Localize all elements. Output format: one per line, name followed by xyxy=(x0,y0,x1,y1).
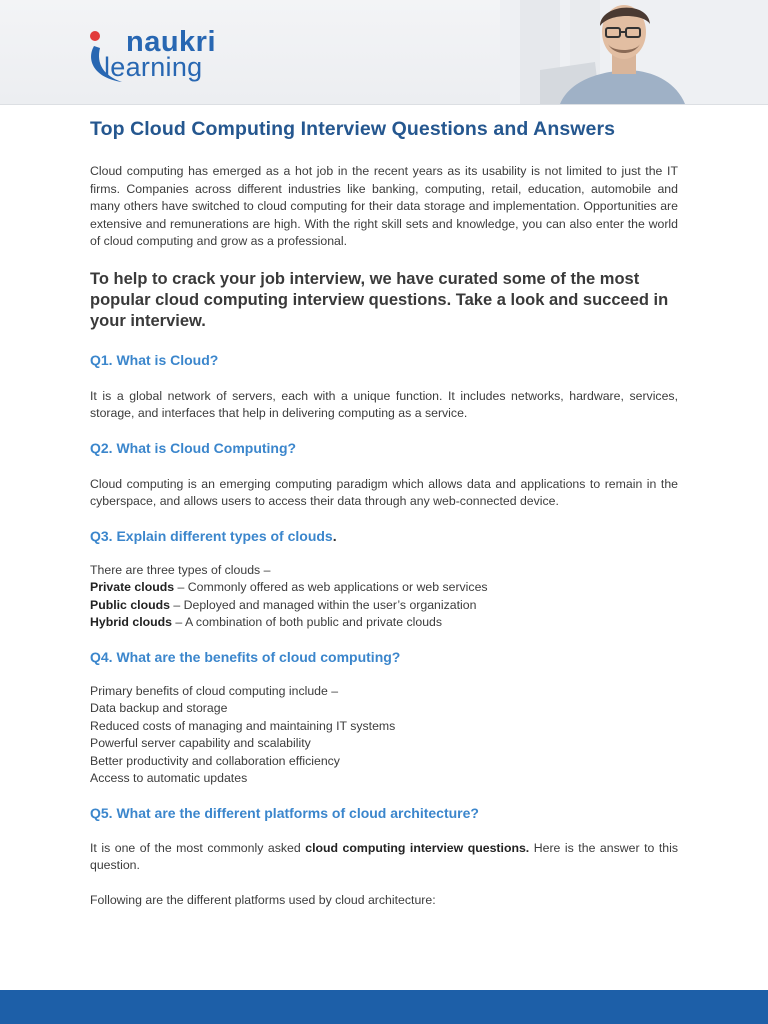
question-3-heading xyxy=(90,528,678,544)
list-item: Better productivity and collaboration efficiency xyxy=(90,753,340,768)
callout-text: To help to crack your job interview, we have curated some of the most popular cloud computing interview questions. Take a look and succeed in your interview. xyxy=(90,269,669,330)
question-3-text: Q3. Explain different types of clouds xyxy=(90,527,333,544)
article-content xyxy=(90,118,678,909)
logo-text-naukri: naukri xyxy=(126,26,217,58)
page-footer-bar xyxy=(0,990,768,1024)
question-3-period: . xyxy=(332,527,337,544)
list-item: Powerful server capability and scalability xyxy=(90,736,311,750)
header-person-photo xyxy=(500,0,768,104)
benefits-intro: Primary benefits of cloud computing include – xyxy=(90,683,339,698)
intro-paragraph: Cloud computing has emerged as a hot job in the recent years as its usability is not limited to just the IT firms. Companies across different industries like banking, computing, retail, education, automobile and many others have switched to cloud computing for their data storage and implementation. Opportunities are extensive and remunerations are high. With the right skill sets and knowledge, you can also enter the world of cloud computing and grow as a professional. xyxy=(90,164,678,248)
logo-text-learning: learning xyxy=(104,52,203,82)
question-2-heading: Q2. What is Cloud Computing? xyxy=(90,439,297,456)
question-5-answer: It is one of the most commonly asked cloud computing interview questions. Here is the answer to this question. xyxy=(90,840,678,872)
question-4-heading: Q4. What are the benefits of cloud computing? xyxy=(90,648,401,665)
cloud-types-intro: There are three types of clouds – xyxy=(90,562,271,577)
question-1-answer: It is a global network of servers, each with a unique function. It includes networks, hardware, services, storage, and interfaces that help in delivering computing as a service. xyxy=(90,388,678,420)
list-item: Access to automatic updates xyxy=(90,771,248,785)
question-5-heading: Q5. What are the different platforms of cloud architecture? xyxy=(90,804,479,821)
naukri-learning-logo[interactable] xyxy=(86,26,256,86)
question-2-answer: Cloud computing is an emerging computing paradigm which allows data and applications to remain in the cyberspace, and allows users to access their data through any web-connected device. xyxy=(90,476,678,508)
page-header xyxy=(0,0,768,105)
question-1-heading: Q1. What is Cloud? xyxy=(90,351,219,368)
list-item: Data backup and storage xyxy=(90,701,228,715)
list-item: Public clouds – Deployed and managed within the user’s organization xyxy=(90,597,477,612)
list-item: Reduced costs of managing and maintaining IT systems xyxy=(90,718,396,733)
benefits-list xyxy=(90,683,678,788)
list-item: Private clouds – Commonly offered as web applications or web services xyxy=(90,580,488,594)
list-item: Hybrid clouds – A combination of both public and private clouds xyxy=(90,615,443,629)
cloud-types-list xyxy=(90,562,678,632)
bold-phrase: cloud computing interview questions. xyxy=(305,840,530,855)
platforms-intro: Following are the different platforms used by cloud architecture: xyxy=(90,892,436,907)
page-title: Top Cloud Computing Interview Questions and Answers xyxy=(90,118,616,140)
